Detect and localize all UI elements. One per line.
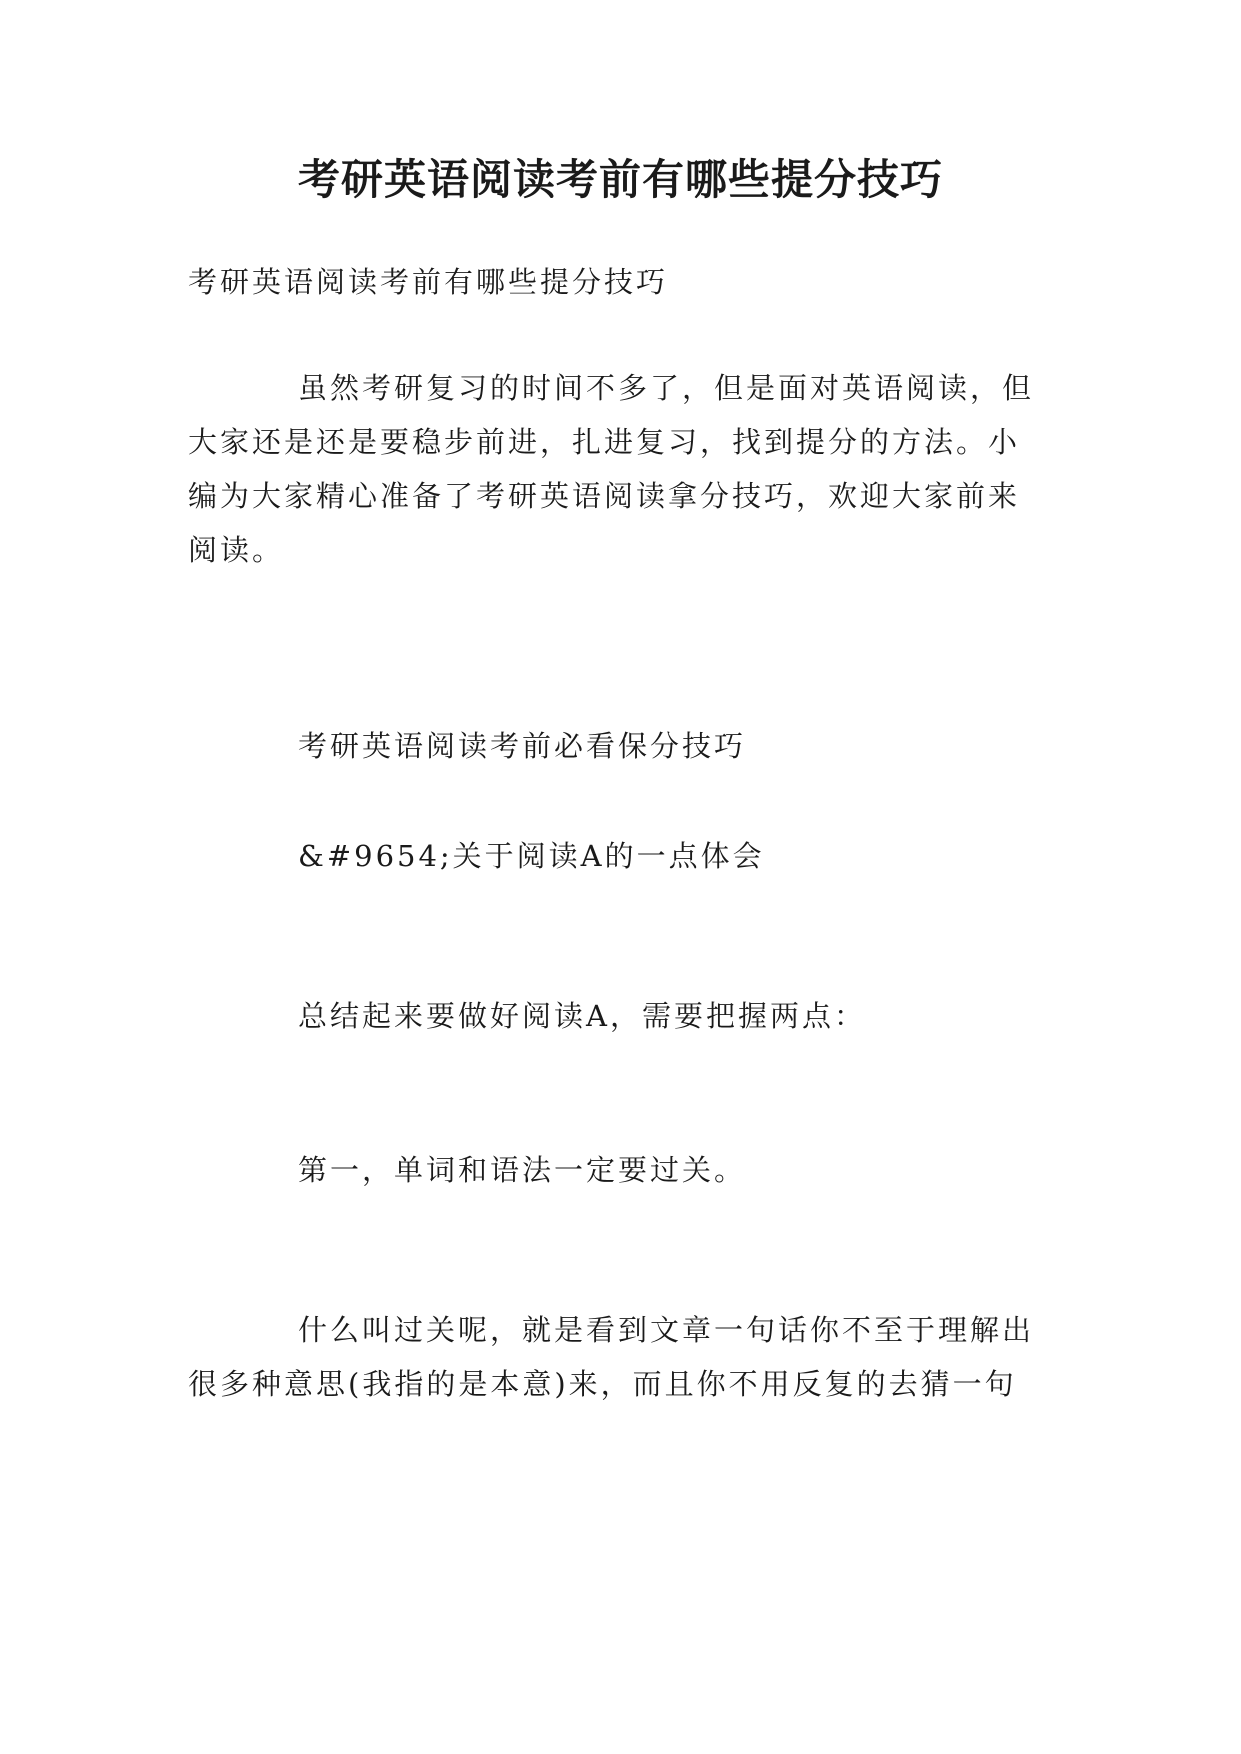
intro-line-1: 虽然考研复习的时间不多了，但是面对英语阅读，但 [298,371,1035,405]
document-subtitle: 考研英语阅读考前有哪些提分技巧 [188,265,669,299]
subsection-heading: &#9654;关于阅读A的一点体会 [298,839,765,873]
document-title: 考研英语阅读考前有哪些提分技巧 [297,155,943,204]
summary-line: 总结起来要做好阅读A，需要把握两点： [298,999,866,1033]
intro-line-2: 大家还是还是要稳步前进，扎进复习，找到提分的方法。小 [188,425,1021,459]
section-heading: 考研英语阅读考前必看保分技巧 [298,729,747,763]
explanation-line-2: 很多种意思(我指的是本意)来，而且你不用反复的去猜一句 [188,1367,1017,1401]
point-one: 第一，单词和语法一定要过关。 [298,1153,747,1187]
intro-line-3: 编为大家精心准备了考研英语阅读拿分技巧，欢迎大家前来 [188,479,1021,513]
explanation-line-1: 什么叫过关呢，就是看到文章一句话你不至于理解出 [298,1313,1035,1347]
intro-line-4: 阅读。 [188,533,285,567]
